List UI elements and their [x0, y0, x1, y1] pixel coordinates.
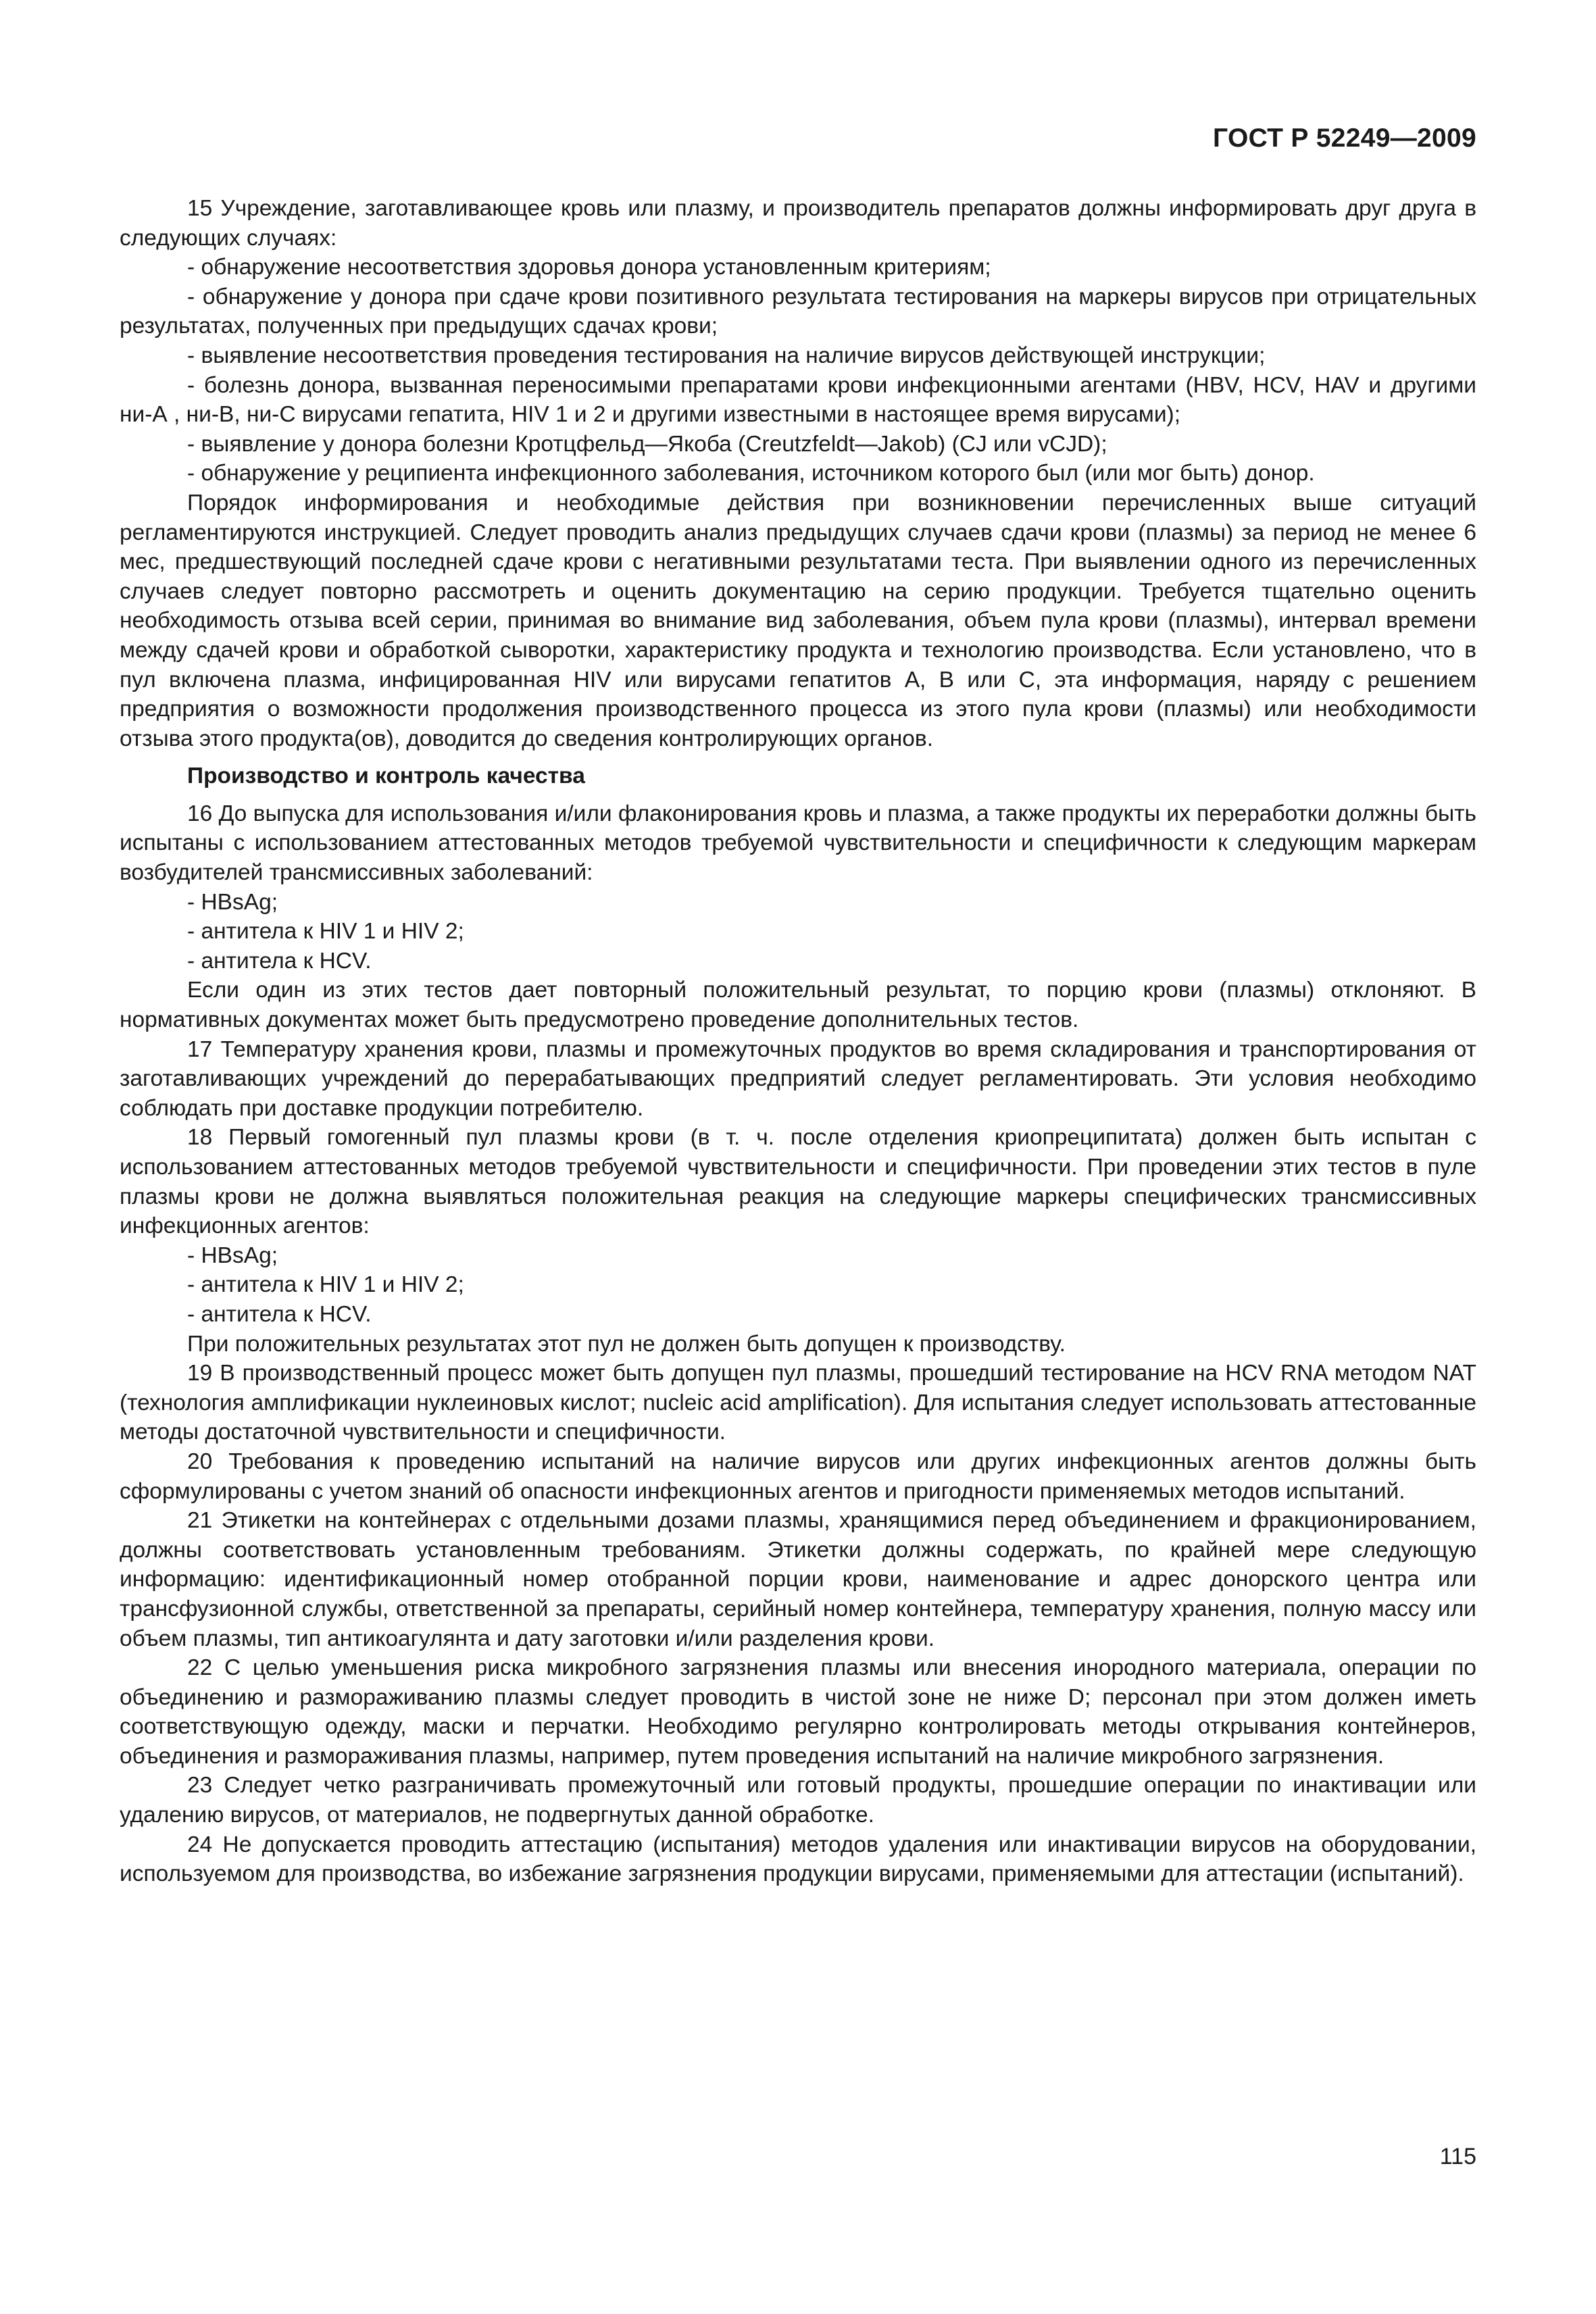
list-item: - болезнь донора, вызванная переносимыми препаратами крови инфекционными агентами (HBV, HCV, HAV и другими ни-А , ни-В, ни-С вирусами гепатита, HIV 1 и 2 и другими известными в настоящее время вирусами);	[120, 372, 1476, 428]
paragraph-16: 16 До выпуска для использования и/или флаконирования кровь и плазма, а также продукты их переработки должны быть испытаны с использованием аттестованных методов требуемой чувствительности и специфичности к следующим маркерам возбудителей трансмиссивных заболеваний:	[120, 801, 1476, 886]
paragraph-22: 22 С целью уменьшения риска микробного загрязнения плазмы или внесения инородного материала, операции по объединению и размораживанию плазмы следует проводить в чистой зоне не ниже D; персонал при этом должен иметь соответствующую одежду, маски и перчатки. Необходимо регулярно контролировать методы открывания контейнеров, объединения и размораживания плазмы, например, путем проведения испытаний на наличие микробного загрязнения.	[120, 1655, 1476, 1769]
paragraph: Если один из этих тестов дает повторный положительный результат, то порцию крови (плазмы) отклоняют. В нормативных документах может быть предусмотрено проведение дополнительных тестов.	[120, 978, 1476, 1033]
list-item: - HBsAg;	[187, 1242, 278, 1268]
list-item: - обнаружение у донора при сдаче крови позитивного результата тестирования на маркеры вирусов при отрицательных результатах, полученных при предыдущих сдачах крови;	[120, 284, 1476, 339]
paragraph-24: 24 Не допускается проводить аттестацию (испытания) методов удаления или инактивации вирусов на оборудовании, используемом для производства, во избежание загрязнения продукции вирусами, применяемыми для аттестации (испытаний).	[120, 1832, 1476, 1887]
paragraph-15: 15 Учреждение, заготавливающее кровь или плазму, и производитель препаратов должны информировать друг друга в следующих случаях:	[120, 196, 1476, 251]
document-id: ГОСТ Р 52249—2009	[1213, 124, 1476, 153]
paragraph-18: 18 Первый гомогенный пул плазмы крови (в т. ч. после отделения криопреципитата) должен быть испытан с использованием аттестованных методов требуемой чувствительности и специфичности. При проведении этих тестов в пуле плазмы крови не должна выявляться положительная реакция на следующие маркеры специфических трансмиссивных инфекционных агентов:	[120, 1125, 1476, 1239]
document-body	[120, 194, 1476, 1889]
paragraph: При положительных результатах этот пул не должен быть допущен к производству.	[187, 1331, 1066, 1357]
list-item: - антитела к HIV 1 и HIV 2;	[187, 919, 464, 945]
paragraph-21: 21 Этикетки на контейнерах с отдельными дозами плазмы, хранящимися перед объединением и фракционированием, должны соответствовать установленным требованиям. Этикетки должны содержать, по крайней мере следующую информацию: идентификационный номер отобранной порции крови, наименование и адрес донорского центра или трансфузионной службы, ответственной за препараты, серийный номер контейнера, температуру хранения, полную массу или объем плазмы, тип антикоагулянта и дату заготовки и/или разделения крови.	[120, 1508, 1476, 1651]
paragraph-19: 19 В производственный процесс может быть допущен пул плазмы, прошедший тестирование на HCV RNA методом NAT (технология амплификации нуклеиновых кислот; nucleic acid amplification). Для испытания следует использовать аттестованные методы достаточной чувствительности и специфичности.	[120, 1361, 1476, 1445]
paragraph-procedure: Порядок информирования и необходимые действия при возникновении перечисленных выше ситуаций регламентируются инструкцией. Следует проводить анализ предыдущих случаев сдачи крови (плазмы) за период не менее 6 мес, предшествующий последней сдаче крови с негативными результатами теста. При выявлении одного из перечисленных случаев следует повторно рассмотреть и оценить документацию на серию продукции. Требуется тщательно оценить необходимость отзыва всей серии, принимая во внимание вид заболевания, объем пула крови (плазмы), интервал времени между сдачей крови и обработкой сыворотки, характеристику продукта и технологию производства. Если установлено, что в пул включена плазма, инфицированная HIV или вирусами гепатитов А, В или С, эта информация, наряду с решением предприятия о возможности продолжения производственного процесса из этого пула крови (плазмы) или необходимости отзыва этого продукта(ов), доводится до сведения контролирующих органов.	[120, 490, 1476, 751]
list-item: - антитела к HCV.	[187, 948, 372, 974]
list-item: - обнаружение несоответствия здоровья донора установленным критериям;	[187, 255, 991, 280]
list-item: - выявление у донора болезни Кротцфельд—Якоба (Creutzfeldt—Jakob) (CJ или vCJD);	[187, 431, 1107, 457]
list-item: - антитела к HCV.	[187, 1301, 372, 1327]
paragraph-23: 23 Следует четко разграничивать промежуточный или готовый продукты, прошедшие операции по инактивации или удалению вирусов, от материалов, не подвергнутых данной обработке.	[120, 1773, 1476, 1828]
page-number: 115	[1439, 2144, 1476, 2169]
list-item: - антитела к HIV 1 и HIV 2;	[187, 1272, 464, 1298]
list-item: - HBsAg;	[187, 889, 278, 915]
list-item: - обнаружение у реципиента инфекционного заболевания, источником которого был (или мог быть) донор.	[187, 461, 1315, 486]
list-item: - выявление несоответствия проведения тестирования на наличие вирусов действующей инструкции;	[187, 343, 1266, 368]
paragraph-20: 20 Требования к проведению испытаний на наличие вирусов или других инфекционных агентов должны быть сформулированы с учетом знаний об опасности инфекционных агентов и пригодности применяемых методов испытаний.	[120, 1449, 1476, 1504]
paragraph-17: 17 Температуру хранения крови, плазмы и промежуточных продуктов во время складирования и транспортирования от заготавливающих учреждений до перерабатывающих предприятий следует регламентировать. Эти условия необходимо соблюдать при доставке продукции потребителю.	[120, 1036, 1476, 1121]
section-heading: Производство и контроль качества	[187, 763, 585, 789]
